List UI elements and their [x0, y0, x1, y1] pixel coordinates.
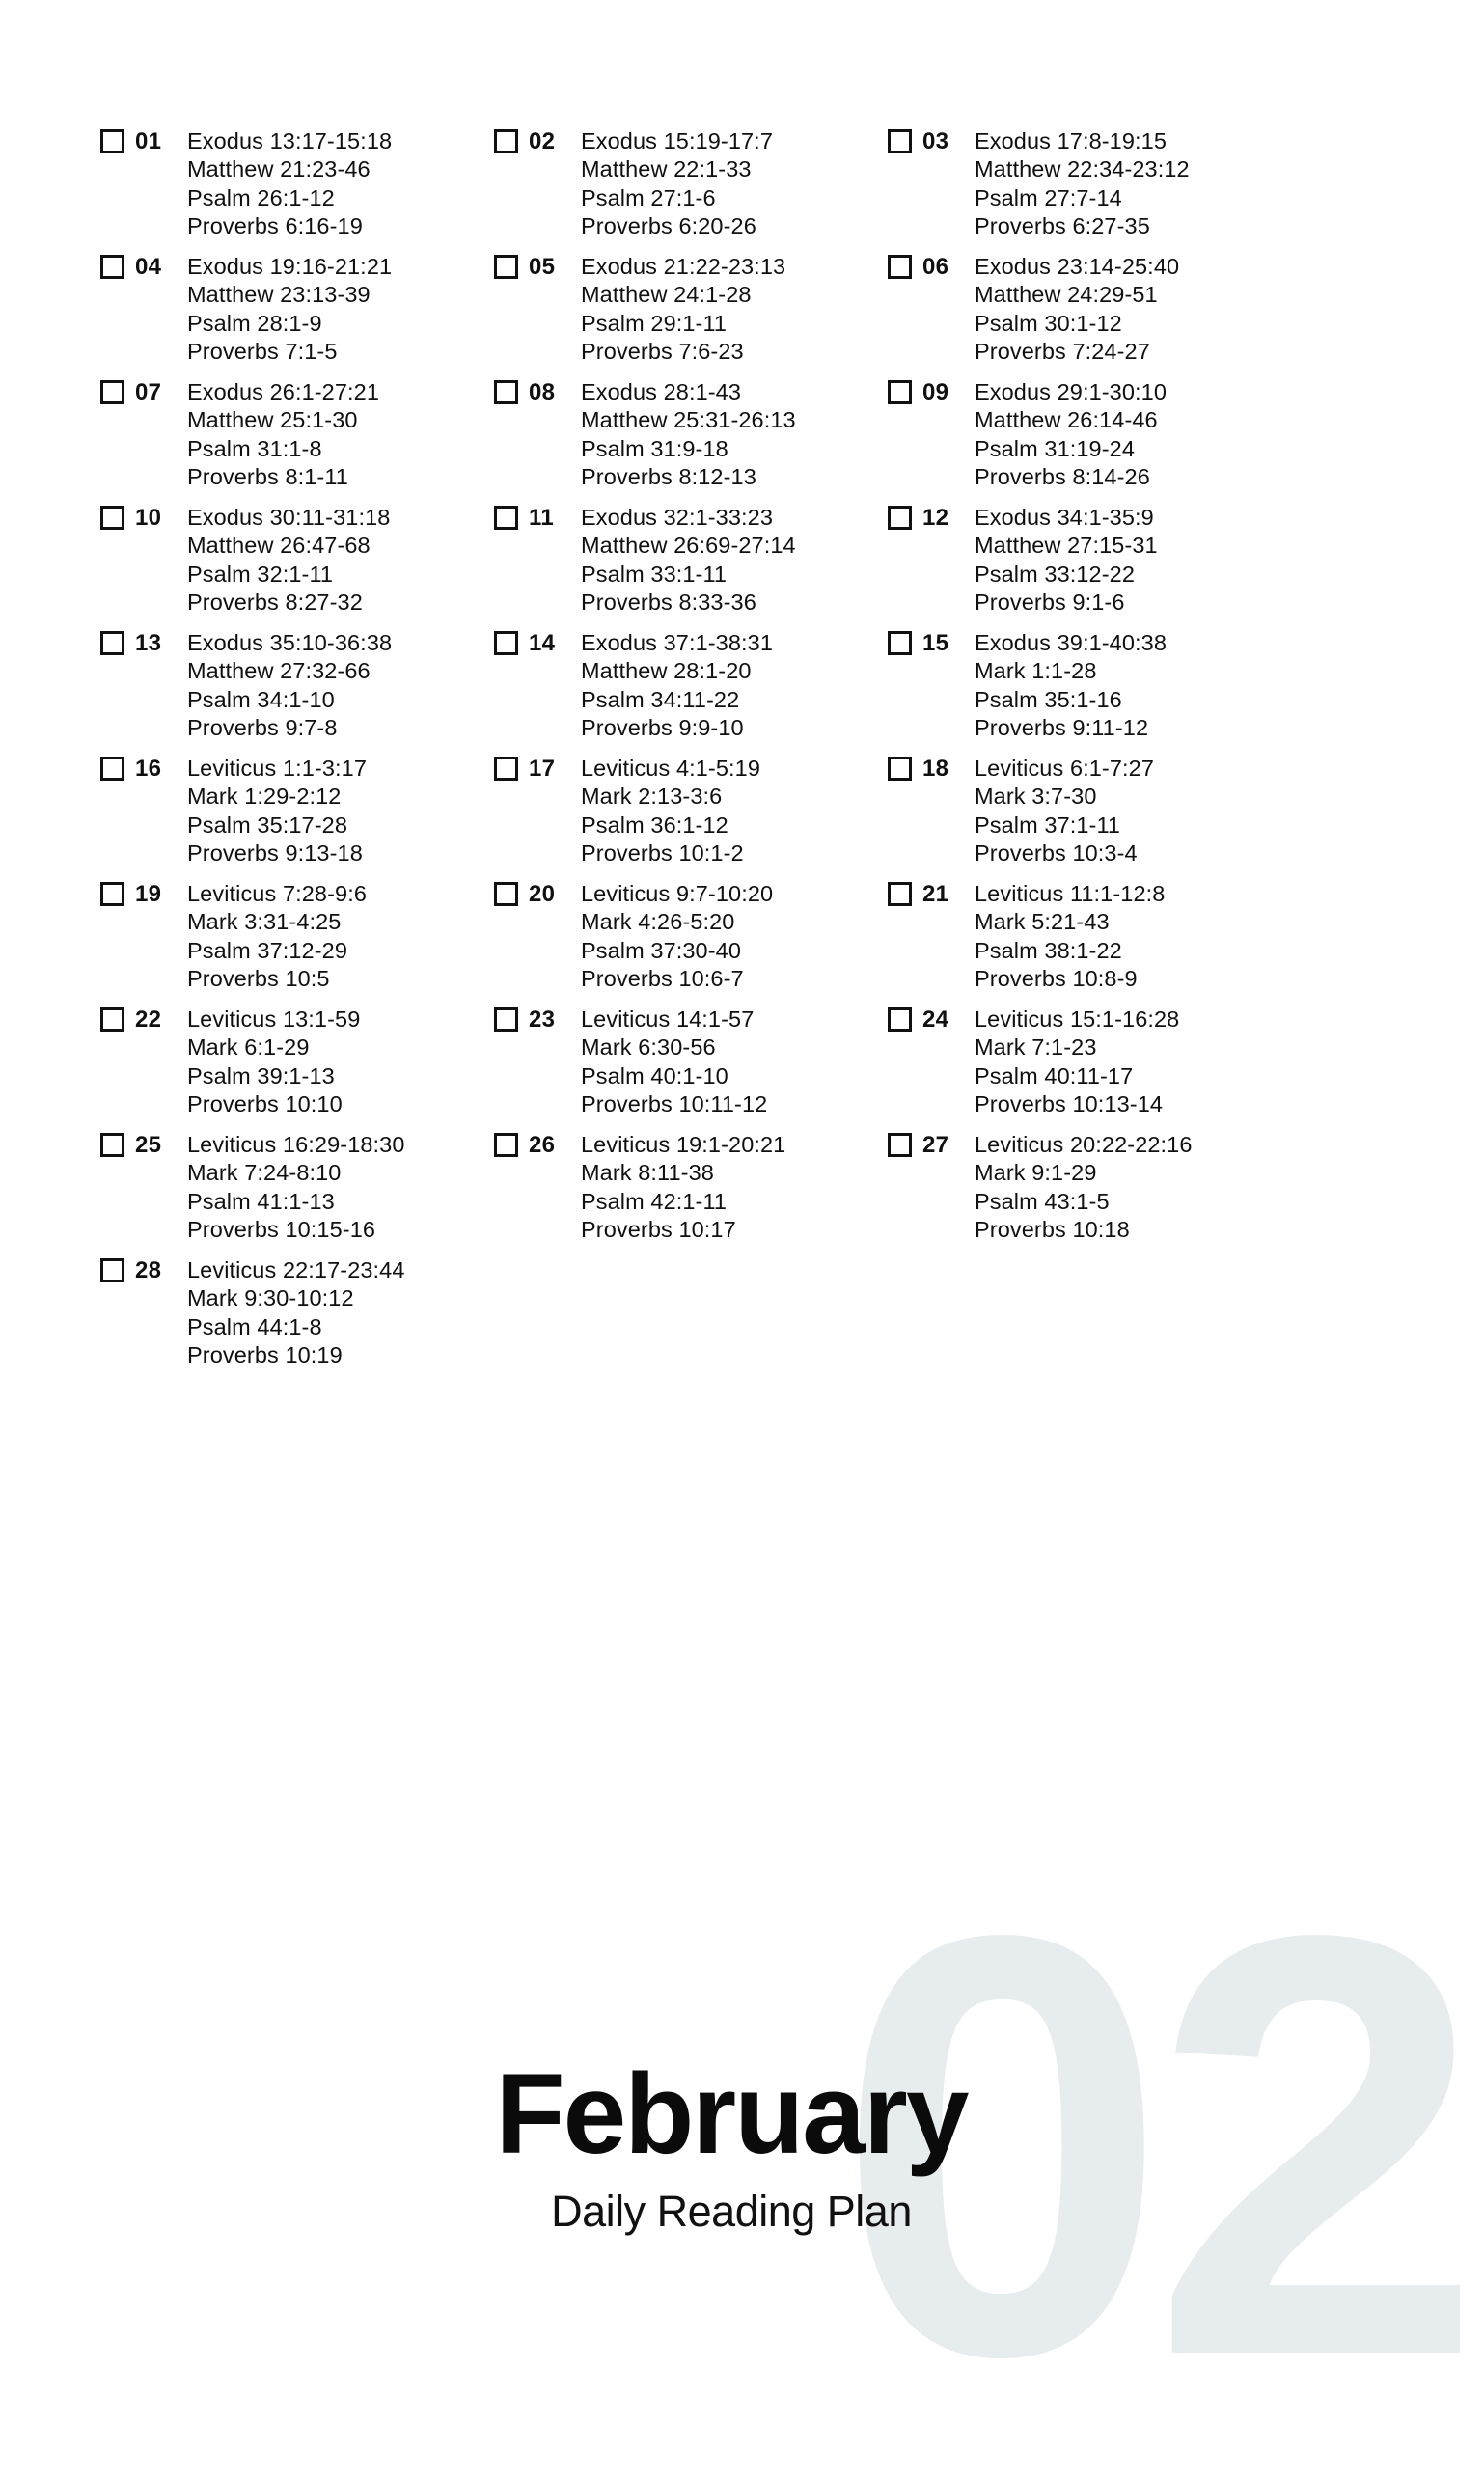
reading-line: Proverbs 10:3-4: [975, 840, 1138, 867]
day-number: 23: [529, 1006, 556, 1033]
reading-line: Psalm 34:1-10: [187, 686, 335, 712]
day-readings: [581, 880, 773, 994]
day-readings: [975, 755, 1154, 868]
day-checkbox[interactable]: [888, 506, 912, 530]
reading-line: Proverbs 10:19: [187, 1342, 343, 1368]
day-number: 28: [135, 1257, 162, 1283]
reading-line: Mark 7:1-23: [975, 1034, 1097, 1061]
day-readings: [975, 253, 1179, 367]
reading-line: Mark 9:1-29: [975, 1160, 1097, 1186]
reading-line: Proverbs 9:11-12: [975, 715, 1149, 741]
day-number: 24: [922, 1006, 949, 1033]
day-number: 13: [135, 630, 162, 656]
day-number: 17: [529, 756, 556, 782]
day-entry: [888, 755, 1278, 880]
reading-line: Mark 1:1-28: [975, 658, 1097, 684]
day-checkbox[interactable]: [888, 757, 912, 781]
reading-line: Matthew 24:1-28: [581, 282, 752, 308]
day-number: 11: [529, 505, 554, 531]
day-entry: [888, 378, 1278, 504]
reading-line: Mark 4:26-5:20: [581, 909, 735, 935]
reading-line: Proverbs 8:14-26: [975, 464, 1150, 490]
reading-line: Leviticus 13:1-59: [187, 1006, 361, 1032]
reading-line: Matthew 27:32-66: [187, 658, 371, 684]
reading-line: Mark 1:29-2:12: [187, 784, 342, 810]
day-entry: [888, 1006, 1278, 1131]
reading-line: Exodus 34:1-35:9: [975, 505, 1154, 530]
reading-line: Proverbs 9:1-6: [975, 590, 1125, 616]
reading-line: Psalm 27:7-14: [975, 184, 1122, 210]
reading-line: Proverbs 6:16-19: [187, 213, 363, 239]
reading-line: Proverbs 8:33-36: [581, 590, 756, 616]
reading-line: Exodus 28:1-43: [581, 379, 742, 404]
day-number: 03: [922, 128, 949, 154]
day-number: 09: [922, 379, 949, 405]
day-entry: [100, 127, 494, 253]
reading-line: Exodus 30:11-31:18: [187, 505, 391, 530]
reading-line: Matthew 24:29-51: [975, 282, 1158, 308]
day-number: 25: [135, 1132, 162, 1158]
reading-line: Psalm 31:9-18: [581, 435, 728, 461]
reading-line: Leviticus 14:1-57: [581, 1006, 755, 1032]
day-number: 15: [922, 630, 949, 656]
day-entry: [100, 1006, 494, 1131]
reading-line: Proverbs 7:6-23: [581, 339, 744, 365]
day-checkbox[interactable]: [494, 882, 518, 906]
reading-line: Psalm 35:1-16: [975, 686, 1122, 712]
reading-line: Proverbs 10:8-9: [975, 966, 1138, 992]
reading-line: Exodus 35:10-36:38: [187, 630, 393, 655]
reading-line: Leviticus 15:1-16:28: [975, 1006, 1180, 1032]
day-checkbox[interactable]: [494, 631, 518, 655]
day-checkbox[interactable]: [100, 255, 124, 279]
day-checkbox[interactable]: [100, 1258, 124, 1282]
day-checkbox[interactable]: [100, 129, 124, 153]
reading-line: Proverbs 10:6-7: [581, 966, 744, 992]
day-checkbox[interactable]: [100, 380, 124, 404]
day-checkbox[interactable]: [100, 882, 124, 906]
reading-line: Proverbs 10:5: [187, 966, 330, 992]
day-entry: [100, 504, 494, 629]
day-entry: [494, 629, 888, 755]
reading-line: Exodus 13:17-15:18: [187, 128, 393, 153]
day-number: 01: [135, 128, 162, 154]
reading-line: Matthew 26:69-27:14: [581, 533, 796, 559]
reading-line: Exodus 26:1-27:21: [187, 379, 379, 404]
day-entry: [100, 629, 494, 755]
reading-line: Matthew 25:31-26:13: [581, 407, 796, 433]
reading-line: Exodus 21:22-23:13: [581, 254, 786, 279]
day-entry: [494, 127, 888, 253]
day-entry: [100, 378, 494, 504]
day-entry: [494, 880, 888, 1006]
day-number: 12: [922, 505, 949, 531]
day-entry: [494, 504, 888, 629]
reading-line: Psalm 41:1-13: [187, 1188, 335, 1214]
reading-line: Leviticus 1:1-3:17: [187, 756, 367, 781]
reading-line: Exodus 15:19-17:7: [581, 128, 773, 153]
reading-line: Psalm 27:1-6: [581, 184, 716, 210]
day-number: 27: [922, 1132, 949, 1158]
day-entry: [100, 755, 494, 880]
day-readings: [581, 253, 785, 367]
day-number: 18: [922, 756, 949, 782]
reading-line: Psalm 37:1-11: [975, 812, 1121, 838]
reading-line: Matthew 27:15-31: [975, 533, 1158, 559]
reading-line: Proverbs 10:18: [975, 1217, 1130, 1243]
reading-line: Matthew 21:23-46: [187, 156, 371, 182]
reading-line: Psalm 40:11-17: [975, 1062, 1134, 1088]
day-readings: [975, 880, 1165, 994]
day-readings: [581, 1006, 767, 1119]
day-number: 14: [529, 630, 556, 656]
day-entry: [494, 378, 888, 504]
reading-line: Proverbs 7:1-5: [187, 339, 338, 365]
day-readings: [581, 1131, 785, 1245]
day-checkbox[interactable]: [494, 129, 518, 153]
reading-line: Mark 7:24-8:10: [187, 1160, 342, 1186]
day-entry: [100, 1131, 494, 1256]
reading-line: Psalm 32:1-11: [187, 561, 334, 587]
reading-line: Proverbs 10:17: [581, 1217, 736, 1243]
day-readings: [187, 880, 367, 994]
reading-line: Leviticus 19:1-20:21: [581, 1132, 786, 1157]
month-number-watermark: 02: [836, 1811, 1467, 2480]
reading-line: Proverbs 9:9-10: [581, 715, 744, 741]
reading-line: Matthew 28:1-20: [581, 658, 752, 684]
day-readings: [187, 378, 379, 492]
day-entry: [888, 504, 1278, 629]
reading-line: Psalm 28:1-9: [187, 310, 322, 336]
reading-line: Leviticus 20:22-22:16: [975, 1132, 1193, 1157]
day-entry: [888, 1131, 1278, 1256]
day-entry: [888, 127, 1278, 253]
reading-line: Proverbs 10:11-12: [581, 1091, 768, 1117]
reading-line: Proverbs 6:27-35: [975, 213, 1150, 239]
day-number: 10: [135, 505, 162, 531]
reading-line: Psalm 37:12-29: [187, 937, 347, 963]
reading-line: Psalm 38:1-22: [975, 937, 1122, 963]
reading-line: Psalm 44:1-8: [187, 1313, 322, 1339]
reading-line: Psalm 30:1-12: [975, 310, 1122, 336]
day-checkbox[interactable]: [494, 757, 518, 781]
reading-line: Psalm 31:1-8: [187, 435, 322, 461]
reading-line: Leviticus 11:1-12:8: [975, 881, 1166, 906]
day-number: 08: [529, 379, 556, 405]
reading-line: Mark 5:21-43: [975, 909, 1110, 935]
reading-line: Psalm 40:1-10: [581, 1062, 728, 1088]
day-readings: [187, 1006, 360, 1119]
reading-line: Psalm 37:30-40: [581, 937, 741, 963]
reading-line: Exodus 32:1-33:23: [581, 505, 773, 530]
reading-line: Leviticus 7:28-9:6: [187, 881, 367, 906]
day-readings: [975, 378, 1167, 492]
day-readings: [187, 1131, 405, 1245]
day-checkbox[interactable]: [100, 506, 124, 530]
reading-line: Matthew 23:13-39: [187, 282, 371, 308]
day-readings: [581, 504, 796, 618]
day-checkbox[interactable]: [494, 1007, 518, 1032]
day-entry: [888, 880, 1278, 1006]
day-readings: [187, 504, 390, 618]
day-number: 05: [529, 254, 556, 280]
day-number: 04: [135, 254, 162, 280]
day-readings: [187, 253, 392, 367]
days-grid: [100, 127, 1278, 1382]
day-checkbox[interactable]: [494, 1133, 518, 1157]
reading-line: Mark 9:30-10:12: [187, 1285, 354, 1311]
day-readings: [187, 127, 392, 241]
day-readings: [187, 1256, 405, 1370]
reading-line: Psalm 26:1-12: [187, 184, 335, 210]
reading-line: Matthew 25:1-30: [187, 407, 358, 433]
reading-line: Psalm 36:1-12: [581, 812, 728, 838]
day-checkbox[interactable]: [100, 757, 124, 781]
reading-line: Mark 6:1-29: [187, 1034, 310, 1061]
reading-line: Leviticus 16:29-18:30: [187, 1132, 405, 1157]
reading-line: Mark 2:13-3:6: [581, 784, 723, 810]
day-entry: [494, 1006, 888, 1131]
reading-line: Exodus 19:16-21:21: [187, 254, 393, 279]
reading-line: Proverbs 8:12-13: [581, 464, 756, 490]
day-entry: [494, 755, 888, 880]
reading-line: Matthew 26:14-46: [975, 407, 1158, 433]
day-entry: [888, 629, 1278, 755]
reading-line: Mark 8:11-38: [581, 1160, 714, 1186]
day-readings: [975, 1131, 1193, 1245]
day-entry: [888, 253, 1278, 378]
day-readings: [975, 629, 1167, 743]
day-number: 06: [922, 254, 949, 280]
day-checkbox[interactable]: [888, 631, 912, 655]
reading-line: Psalm 33:1-11: [581, 561, 728, 587]
reading-line: Exodus 37:1-38:31: [581, 630, 773, 655]
reading-line: Exodus 17:8-19:15: [975, 128, 1167, 153]
day-checkbox[interactable]: [888, 1133, 912, 1157]
reading-line: Psalm 33:12-22: [975, 561, 1135, 587]
page-subtitle: Daily Reading Plan: [551, 2187, 912, 2236]
reading-line: Psalm 39:1-13: [187, 1062, 335, 1088]
day-checkbox[interactable]: [888, 1007, 912, 1032]
reading-line: Exodus 23:14-25:40: [975, 254, 1180, 279]
reading-line: Matthew 22:1-33: [581, 156, 752, 182]
reading-line: Proverbs 8:1-11: [187, 464, 348, 490]
reading-line: Mark 3:31-4:25: [187, 909, 342, 935]
day-entry: [100, 1256, 494, 1382]
day-readings: [581, 127, 773, 241]
day-number: 19: [135, 881, 162, 907]
day-readings: [581, 629, 773, 743]
day-readings: [581, 755, 760, 868]
reading-line: Leviticus 9:7-10:20: [581, 881, 774, 906]
day-number: 22: [135, 1006, 162, 1033]
day-checkbox[interactable]: [888, 380, 912, 404]
day-readings: [975, 1006, 1179, 1119]
day-checkbox[interactable]: [494, 380, 518, 404]
day-number: 07: [135, 379, 162, 405]
day-readings: [581, 378, 796, 492]
reading-line: Matthew 22:34-23:12: [975, 156, 1190, 182]
reading-line: Exodus 39:1-40:38: [975, 630, 1167, 655]
reading-line: Proverbs 6:20-26: [581, 213, 756, 239]
reading-line: Proverbs 10:13-14: [975, 1091, 1164, 1117]
day-checkbox[interactable]: [100, 1007, 124, 1032]
day-entry: [494, 1131, 888, 1256]
reading-line: Psalm 35:17-28: [187, 812, 347, 838]
reading-line: Leviticus 22:17-23:44: [187, 1257, 405, 1282]
page-title: February: [495, 2051, 968, 2178]
reading-line: Proverbs 9:7-8: [187, 715, 338, 741]
day-checkbox[interactable]: [494, 255, 518, 279]
day-number: 21: [922, 881, 949, 907]
day-number: 16: [135, 756, 162, 782]
day-number: 20: [529, 881, 556, 907]
reading-line: Psalm 34:11-22: [581, 686, 740, 712]
reading-line: Leviticus 6:1-7:27: [975, 756, 1154, 781]
reading-line: Proverbs 10:10: [187, 1091, 343, 1117]
day-entry: [100, 253, 494, 378]
day-checkbox[interactable]: [100, 631, 124, 655]
reading-line: Psalm 29:1-11: [581, 310, 728, 336]
day-entry: [494, 253, 888, 378]
day-readings: [975, 504, 1158, 618]
reading-line: Proverbs 10:1-2: [581, 840, 744, 867]
reading-line: Mark 3:7-30: [975, 784, 1097, 810]
day-readings: [187, 755, 367, 868]
page-footer: [297, 2051, 1166, 2237]
reading-line: Matthew 26:47-68: [187, 533, 371, 559]
reading-line: Mark 6:30-56: [581, 1034, 716, 1061]
day-checkbox[interactable]: [888, 882, 912, 906]
reading-line: Leviticus 4:1-5:19: [581, 756, 760, 781]
day-checkbox[interactable]: [888, 129, 912, 153]
day-readings: [187, 629, 392, 743]
day-number: 26: [529, 1132, 556, 1158]
day-checkbox[interactable]: [494, 506, 518, 530]
reading-line: Proverbs 9:13-18: [187, 840, 363, 867]
reading-line: Proverbs 8:27-32: [187, 590, 363, 616]
reading-line: Psalm 31:19-24: [975, 435, 1135, 461]
reading-line: Psalm 43:1-5: [975, 1188, 1110, 1214]
day-number: 02: [529, 128, 556, 154]
day-checkbox[interactable]: [888, 255, 912, 279]
day-entry: [100, 880, 494, 1006]
reading-line: Proverbs 7:24-27: [975, 339, 1150, 365]
day-readings: [975, 127, 1190, 241]
reading-line: Proverbs 10:15-16: [187, 1217, 376, 1243]
reading-line: Psalm 42:1-11: [581, 1188, 728, 1214]
day-checkbox[interactable]: [100, 1133, 124, 1157]
reading-line: Exodus 29:1-30:10: [975, 379, 1167, 404]
